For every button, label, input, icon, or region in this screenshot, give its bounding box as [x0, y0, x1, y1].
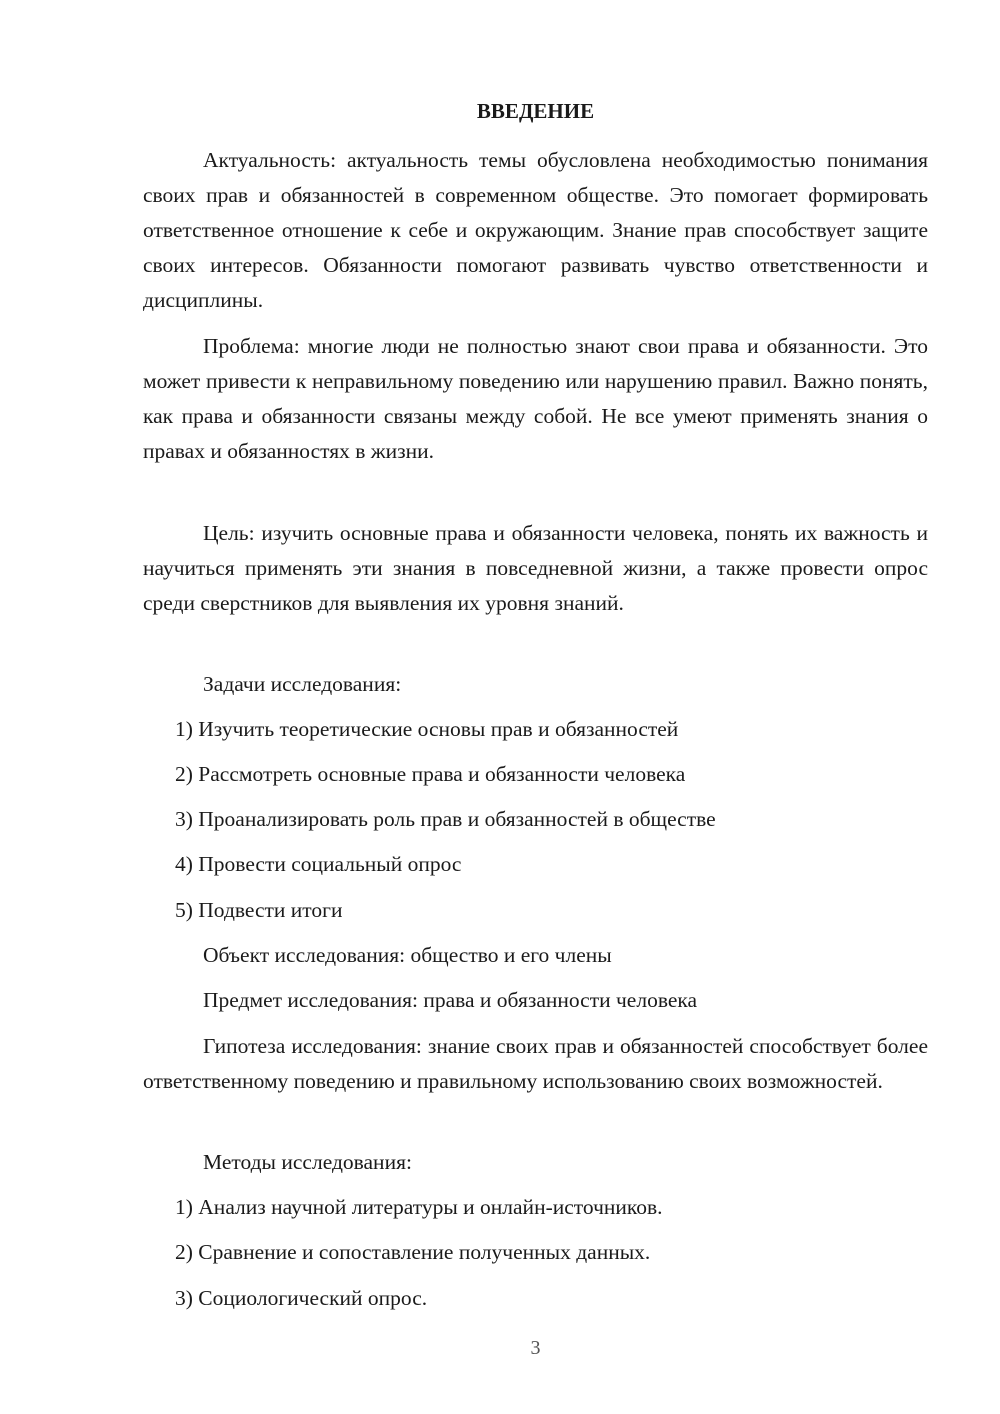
task-item-4: 4) Провести социальный опрос: [175, 852, 462, 876]
hypothesis-paragraph: Гипотеза исследования: знание своих прав и обязанностей способствует более ответственному поведению и правильному использованию своих возможностей.: [143, 1034, 928, 1093]
document-page: [143, 0, 928, 1414]
methods-heading: Методы исследования:: [203, 1150, 412, 1174]
relevance-paragraph: Актуальность: актуальность темы обусловлена необходимостью понимания своих прав и обязанностей в современном обществе. Это помогает формировать ответственное отношение к себе и окружающим. Знание прав способствует защите своих интересов. Обязанности помогают развивать чувство ответственности и дисциплины.: [143, 148, 928, 312]
page-title: ВВЕДЕНИЕ: [476, 99, 595, 123]
subject-line: Предмет исследования: права и обязанности человека: [203, 988, 698, 1012]
task-item-5: 5) Подвести итоги: [175, 898, 343, 922]
page-number: 3: [530, 1337, 541, 1359]
tasks-heading: Задачи исследования:: [203, 672, 402, 696]
method-item-2: 2) Сравнение и сопоставление полученных данных.: [175, 1240, 651, 1264]
method-item-3: 3) Социологический опрос.: [175, 1286, 428, 1310]
problem-paragraph: Проблема: многие люди не полностью знают свои права и обязанности. Это может привести к неправильному поведению или нарушению правил. Важно понять, как права и обязанности связаны между собой. Не все умеют применять знания о правах и обязанностях в жизни.: [143, 334, 928, 463]
task-item-1: 1) Изучить теоретические основы прав и обязанностей: [175, 717, 679, 741]
method-item-1: 1) Анализ научной литературы и онлайн-источников.: [175, 1195, 663, 1219]
task-item-2: 2) Рассмотреть основные права и обязанности человека: [175, 762, 686, 786]
goal-paragraph: Цель: изучить основные права и обязанности человека, понять их важность и научиться применять эти знания в повседневной жизни, а также провести опрос среди сверстников для выявления их уровня знаний.: [143, 521, 928, 615]
object-line: Объект исследования: общество и его члены: [203, 943, 612, 967]
task-item-3: 3) Проанализировать роль прав и обязанностей в обществе: [175, 807, 716, 831]
